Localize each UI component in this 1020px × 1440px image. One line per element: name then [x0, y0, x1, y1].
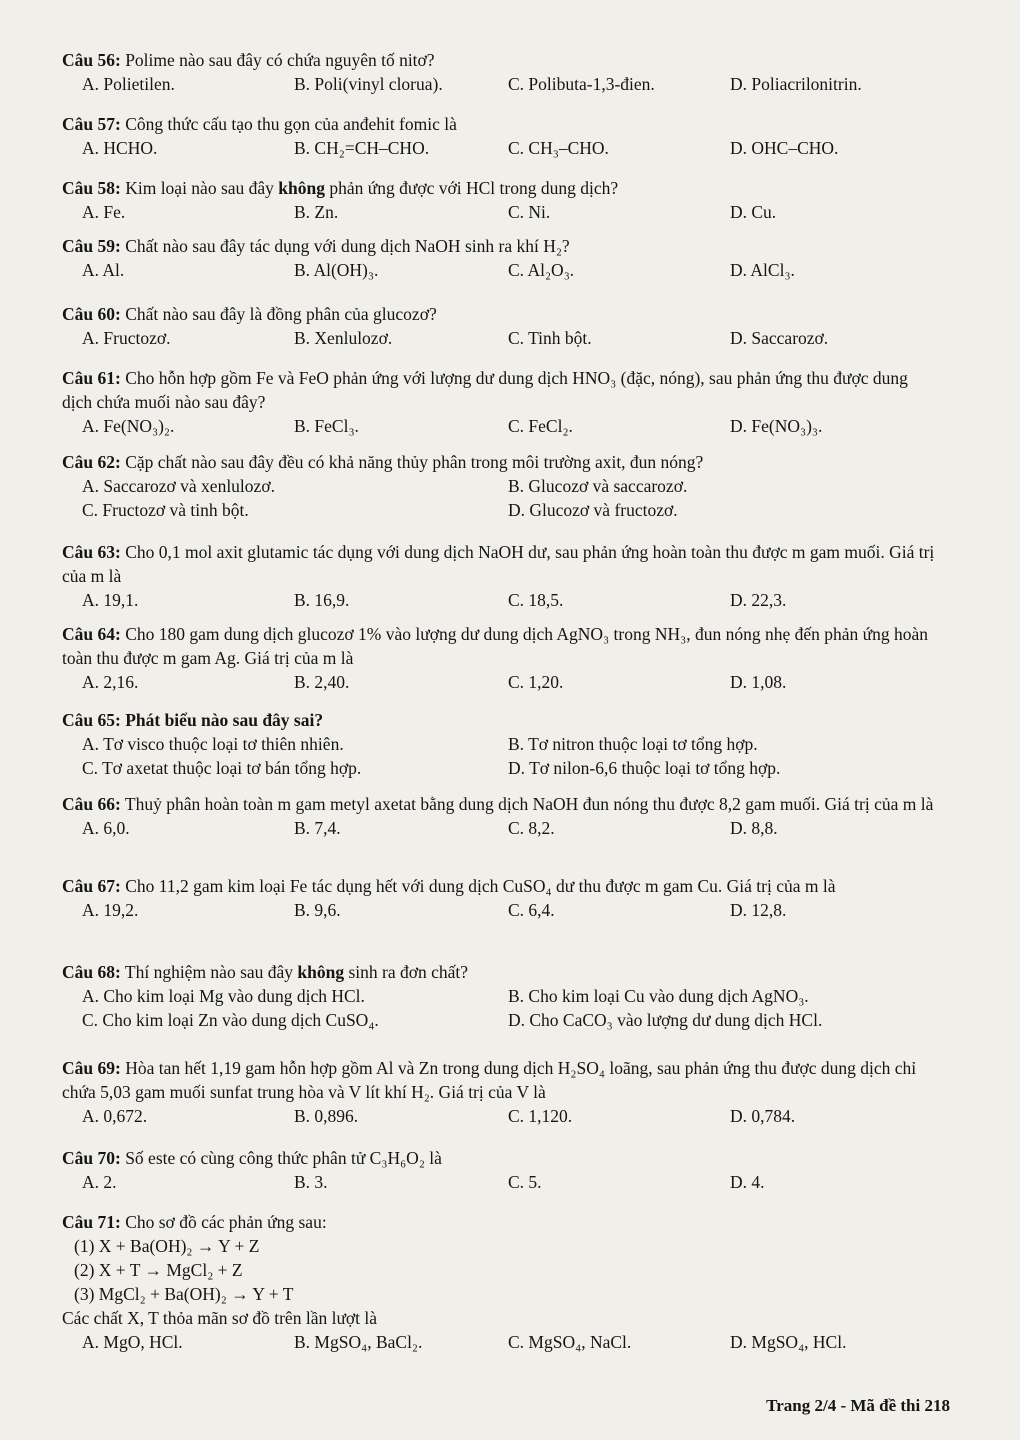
option-d: D. Cu. [730, 202, 777, 222]
question-65 [62, 708, 942, 780]
question-stem: Phát biểu nào sau đây sai? [125, 710, 324, 730]
question-stem: Chất nào sau đây là đồng phân của glucozơ? [125, 304, 437, 324]
question-number: Câu 60: [62, 304, 121, 324]
option-d: D. Glucozơ và fructozơ. [508, 500, 678, 520]
option-a: A. 6,0. [82, 818, 130, 838]
option-b: B. Poli(vinyl clorua). [294, 74, 443, 94]
option-d: D. AlCl₃. [730, 260, 795, 280]
option-d: D. Tơ nilon-6,6 thuộc loại tơ tổng hợp. [508, 758, 781, 778]
question-stem: Polime nào sau đây có chứa nguyên tố nitơ? [125, 50, 435, 70]
option-c: C. 5. [508, 1172, 542, 1192]
question-number: Câu 61: [62, 368, 121, 388]
option-c: C. Tinh bột. [508, 328, 592, 348]
question-stem-emphasis: không [297, 962, 345, 982]
question-number: Câu 63: [62, 542, 121, 562]
question-60 [62, 302, 942, 350]
option-b: B. FeCl₃. [294, 416, 359, 436]
question-stem: Cặp chất nào sau đây đều có khả năng thủy phân trong môi trường axit, đun nóng? [125, 452, 704, 472]
option-d: D. Saccarozơ. [730, 328, 829, 348]
page-footer: Trang 2/4 - Mã đề thi 218 [766, 1396, 950, 1415]
question-number: Câu 56: [62, 50, 121, 70]
question-stem-emphasis: không [278, 178, 325, 198]
question-59 [62, 234, 942, 282]
option-b: B. 9,6. [294, 900, 341, 920]
question-number: Câu 67: [62, 876, 121, 896]
option-d: D. 0,784. [730, 1106, 796, 1126]
option-a: A. 0,672. [82, 1106, 148, 1126]
option-a: A. Fructozơ. [82, 328, 171, 348]
option-b: B. 3. [294, 1172, 328, 1192]
question-69 [62, 1056, 942, 1128]
option-d: D. Fe(NO₃)₃. [730, 416, 823, 436]
question-stem: Thuỷ phân hoàn toàn m gam metyl axetat bằng dung dịch NaOH đun nóng thu được 8,2 gam muối. Giá trị của m là [124, 794, 934, 814]
question-70 [62, 1146, 942, 1194]
question-62 [62, 450, 942, 522]
option-d: D. 4. [730, 1172, 765, 1192]
option-d: D. 8,8. [730, 818, 778, 838]
option-c: C. FeCl₂. [508, 416, 573, 436]
option-d: D. MgSO₄, HCl. [730, 1332, 847, 1352]
question-stem: Hòa tan hết 1,19 gam hỗn hợp gồm Al và Zn trong dung dịch H₂SO₄ loãng, sau phản ứng thu được dung dịch chỉ chứa 5,03 gam muối sunfat trung hòa và V lít khí H₂. Giá trị của V là [62, 1058, 917, 1102]
option-d: D. 12,8. [730, 900, 787, 920]
question-stem-post: sinh ra đơn chất? [344, 962, 469, 982]
question-number: Câu 66: [62, 794, 121, 814]
question-71 [62, 1210, 942, 1354]
option-a: A. 19,2. [82, 900, 139, 920]
option-c: C. Polibuta-1,3-đien. [508, 74, 655, 94]
option-c: C. Cho kim loại Zn vào dung dịch CuSO₄. [82, 1010, 379, 1030]
option-c: C. 1,20. [508, 672, 564, 692]
option-b: B. Al(OH)₃. [294, 260, 379, 280]
option-b: B. MgSO₄, BaCl₂. [294, 1332, 423, 1352]
option-b: B. Tơ nitron thuộc loại tơ tổng hợp. [508, 734, 758, 754]
option-c: C. MgSO₄, NaCl. [508, 1332, 632, 1352]
question-stem: Chất nào sau đây tác dụng với dung dịch NaOH sinh ra khí H₂? [125, 236, 570, 256]
question-number: Câu 70: [62, 1148, 121, 1168]
option-b: B. 16,9. [294, 590, 350, 610]
question-stem: Cho hỗn hợp gồm Fe và FeO phản ứng với lượng dư dung dịch HNO₃ (đặc, nóng), sau phản ứng thu được dung dịch chứa muối nào sau đây? [62, 368, 908, 412]
reaction-line-3: (3) MgCl₂ + Ba(OH)₂ → Y + T [74, 1284, 294, 1304]
option-b: B. CH₂=CH–CHO. [294, 138, 430, 158]
question-number: Câu 62: [62, 452, 121, 472]
option-a: A. Al. [82, 260, 125, 280]
reaction-line-2: (2) X + T → MgCl₂ + Z [74, 1260, 243, 1280]
question-66 [62, 792, 942, 840]
option-b: B. Glucozơ và saccarozơ. [508, 476, 688, 496]
question-stem-pre: Kim loại nào sau đây [125, 178, 279, 198]
question-61 [62, 366, 942, 438]
option-a: A. Saccarozơ và xenlulozơ. [82, 476, 275, 496]
option-d: D. Poliacrilonitrin. [730, 74, 862, 94]
option-b: B. Zn. [294, 202, 339, 222]
option-c: C. 6,4. [508, 900, 555, 920]
option-a: A. 2. [82, 1172, 117, 1192]
option-a: A. HCHO. [82, 138, 158, 158]
question-64 [62, 622, 942, 694]
option-c: C. CH₃–CHO. [508, 138, 609, 158]
option-c: C. Tơ axetat thuộc loại tơ bán tổng hợp. [82, 758, 362, 778]
question-57 [62, 112, 942, 160]
option-a: A. 19,1. [82, 590, 139, 610]
question-stem-2: Các chất X, T thỏa mãn sơ đồ trên lần lượt là [62, 1308, 378, 1328]
option-d: D. OHC–CHO. [730, 138, 839, 158]
question-number: Câu 69: [62, 1058, 121, 1078]
option-c: C. Ni. [508, 202, 551, 222]
option-c: C. 8,2. [508, 818, 555, 838]
option-c: C. 1,120. [508, 1106, 573, 1126]
option-a: A. 2,16. [82, 672, 139, 692]
question-56 [62, 48, 942, 96]
option-a: A. MgO, HCl. [82, 1332, 183, 1352]
question-58 [62, 176, 942, 224]
reaction-line-1: (1) X + Ba(OH)₂ → Y + Z [74, 1236, 260, 1256]
option-b: B. 0,896. [294, 1106, 359, 1126]
question-stem: Cho sơ đồ các phản ứng sau: [125, 1212, 327, 1232]
option-a: A. Cho kim loại Mg vào dung dịch HCl. [82, 986, 365, 1006]
option-a: A. Tơ visco thuộc loại tơ thiên nhiên. [82, 734, 344, 754]
question-67 [62, 874, 942, 922]
option-a: A. Fe(NO₃)₂. [82, 416, 175, 436]
question-number: Câu 59: [62, 236, 121, 256]
option-c: C. Al₂O₃. [508, 260, 575, 280]
question-number: Câu 71: [62, 1212, 121, 1232]
question-number: Câu 64: [62, 624, 121, 644]
question-stem: Công thức cấu tạo thu gọn của anđehit fomic là [125, 114, 457, 134]
question-stem-post: phản ứng được với HCl trong dung dịch? [325, 178, 619, 198]
option-a: A. Fe. [82, 202, 126, 222]
question-stem: Số este có cùng công thức phân tử C₃H₆O₂ là [125, 1148, 442, 1168]
option-a: A. Polietilen. [82, 74, 175, 94]
question-68 [62, 960, 942, 1032]
option-c: C. 18,5. [508, 590, 564, 610]
option-b: B. Cho kim loại Cu vào dung dịch AgNO₃. [508, 986, 809, 1006]
question-number: Câu 57: [62, 114, 121, 134]
option-b: B. Xenlulozơ. [294, 328, 393, 348]
question-number: Câu 65: [62, 710, 121, 730]
option-d: D. Cho CaCO₃ vào lượng dư dung dịch HCl. [508, 1010, 823, 1030]
question-stem: Cho 180 gam dung dịch glucozơ 1% vào lượng dư dung dịch AgNO₃ trong NH₃, đun nóng nhẹ đến phản ứng hoàn toàn thu được m gam Ag. Giá trị của m là [62, 624, 929, 668]
question-number: Câu 58: [62, 178, 121, 198]
option-d: D. 1,08. [730, 672, 787, 692]
question-63 [62, 540, 942, 612]
question-stem: Cho 0,1 mol axit glutamic tác dụng với dung dịch NaOH dư, sau phản ứng hoàn toàn thu được m gam muối. Giá trị của m là [62, 542, 935, 586]
option-d: D. 22,3. [730, 590, 787, 610]
question-stem-pre: Thí nghiệm nào sau đây [124, 962, 298, 982]
question-stem: Cho 11,2 gam kim loại Fe tác dụng hết với dung dịch CuSO₄ dư thu được m gam Cu. Giá trị của m là [125, 876, 836, 896]
option-c: C. Fructozơ và tinh bột. [82, 500, 249, 520]
option-b: B. 7,4. [294, 818, 341, 838]
option-b: B. 2,40. [294, 672, 350, 692]
question-number: Câu 68: [62, 962, 121, 982]
